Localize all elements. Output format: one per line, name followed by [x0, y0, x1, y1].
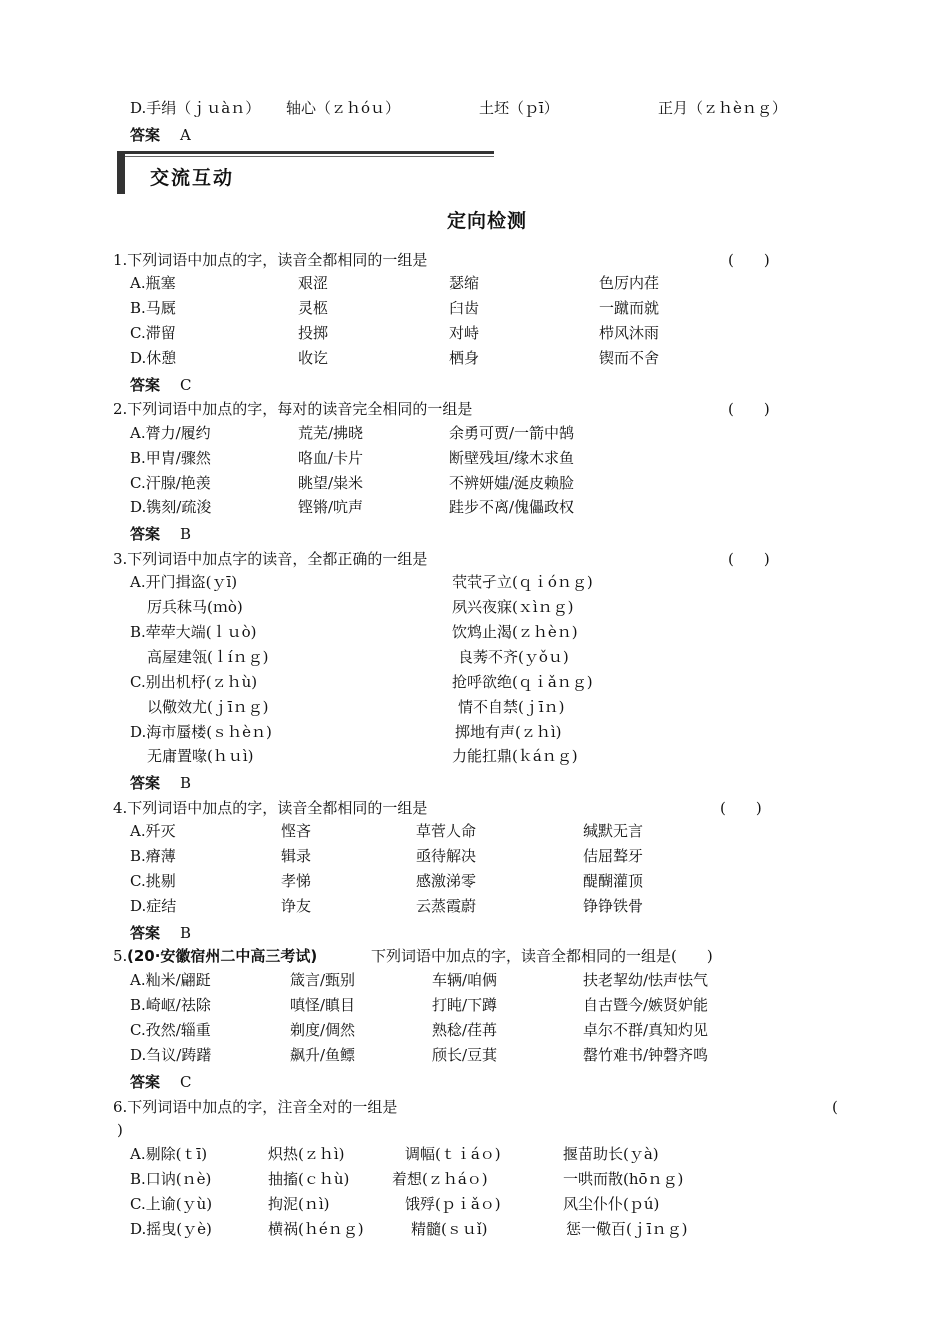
- q1-option: B.马厩: [130, 299, 176, 317]
- q5-answer-value: C: [180, 1073, 192, 1091]
- q5-option: A.籼米/翩跹: [130, 971, 211, 989]
- q6-option: D.摇曳(ｙè): [130, 1220, 212, 1238]
- q6-option: 调幅(ｔｉáｏ): [405, 1145, 501, 1163]
- q6-option: C.上谕(ｙù): [130, 1195, 213, 1213]
- question-2-answer-blank: ( ): [728, 400, 770, 418]
- q3-option: 情不自禁(ｊīｎ): [458, 698, 565, 716]
- q5-option: 卓尔不群/真知灼见: [583, 1021, 709, 1039]
- q3-option: 无庸置喙(ｈｕì): [147, 747, 254, 765]
- q3-option: 抢呼欲绝(ｑｉǎｎｇ): [452, 673, 593, 691]
- q4-option: 诤友: [281, 897, 312, 915]
- section-rule-bottom: [125, 156, 494, 157]
- q1-option: D.休憩: [130, 349, 177, 367]
- q2-option: 荒芜/拂晓: [298, 424, 364, 442]
- q5-option: 打盹/下蹲: [432, 996, 498, 1014]
- q5-option: 剃度/倜然: [290, 1021, 356, 1039]
- q1-option: 臼齿: [449, 299, 480, 317]
- q3-option: 厉兵秣马(ｍò): [147, 598, 243, 616]
- q4-option: 铮铮铁骨: [583, 897, 644, 915]
- q1-option: 一蹴而就: [599, 299, 660, 317]
- q6-option: 饿殍(ｐｉǎｏ): [405, 1195, 501, 1213]
- q6-option: B.口讷(ｎè): [130, 1170, 212, 1188]
- q6-option: 着想(ｚｈáｏ): [392, 1170, 488, 1188]
- q5-option: 扶老挈幼/怯声怯气: [583, 971, 709, 989]
- question-2-stem: 2.下列词语中加点的字，每对的读音完全相同的一组是: [113, 400, 473, 418]
- q4-option: 草菅人命: [416, 822, 477, 840]
- q6-option: 精髓(ｓｕǐ): [411, 1220, 488, 1238]
- q5-option: 箴言/甄别: [290, 971, 356, 989]
- q2-option: D.镌刻/疏浚: [130, 498, 212, 516]
- top-answer-value: A: [180, 126, 191, 144]
- q3-option: 良莠不齐(ｙǒｕ): [458, 648, 569, 666]
- question-4-answer-blank: ( ): [720, 799, 762, 817]
- question-1-answer-blank: ( ): [728, 251, 770, 269]
- q2-answer-label: 答案: [130, 525, 161, 543]
- q1-option: 色厉内荏: [599, 274, 660, 292]
- q4-option: 感激涕零: [416, 872, 477, 890]
- q2-option: 断壁残垣/缘木求鱼: [449, 449, 575, 467]
- q2-option: 余勇可贾/一箭中鹄: [449, 424, 575, 442]
- q1-option: C.滞留: [130, 324, 176, 342]
- q1-answer-label: 答案: [130, 376, 161, 394]
- q6-option: 抽搐(ｃｈù): [268, 1170, 350, 1188]
- q4-option: A.歼灭: [130, 822, 176, 840]
- q5-option: B.崎岖/祛除: [130, 996, 211, 1014]
- q5-option: 罄竹难书/钟磬齐鸣: [583, 1046, 709, 1064]
- question-6-stem: 6.下列词语中加点的字，注音全对的一组是: [113, 1098, 398, 1116]
- question-5-number: 5.: [113, 947, 128, 965]
- q4-option: 辑录: [281, 847, 312, 865]
- q1-option: 栖身: [449, 349, 480, 367]
- q1-answer-value: C: [180, 376, 192, 394]
- q2-option: 咯血/卡片: [298, 449, 364, 467]
- q2-option: 眺望/粜米: [298, 474, 364, 492]
- q6-option: 风尘仆仆(ｐú): [563, 1195, 660, 1213]
- q3-answer-value: B: [180, 774, 192, 792]
- q1-option: 收讫: [298, 349, 329, 367]
- q1-option: 瑟缩: [449, 274, 480, 292]
- top-option-3: 土坯（ｐī）: [479, 99, 559, 117]
- q4-option: 醍醐灌顶: [583, 872, 644, 890]
- q5-option: C.孜然/辎重: [130, 1021, 211, 1039]
- q3-option: 饮鸩止渴(ｚｈèｎ): [452, 623, 578, 641]
- q3-option: 以儆效尤(ｊīｎｇ): [147, 698, 269, 716]
- q4-option: D.症结: [130, 897, 177, 915]
- question-6-paren-open: (: [832, 1098, 838, 1116]
- q6-option: 一哄而散(hōｎｇ): [563, 1170, 684, 1188]
- question-3-answer-blank: ( ): [728, 550, 770, 568]
- q2-option: C.汗腺/艳羡: [130, 474, 211, 492]
- q5-option: 熟稔/荏苒: [432, 1021, 498, 1039]
- question-1-stem: 1.下列词语中加点的字，读音全都相同的一组是: [113, 251, 428, 269]
- q6-option: A.剔除(ｔī): [130, 1145, 208, 1163]
- section-title: 交流互动: [150, 167, 235, 189]
- q4-option: 佶屈聱牙: [583, 847, 644, 865]
- q5-answer-label: 答案: [130, 1073, 161, 1091]
- top-option-1: D.手绢（ｊｕàｎ）: [130, 99, 261, 117]
- q3-option: 力能扛鼎(ｋáｎｇ): [452, 747, 578, 765]
- q4-option: 云蒸霞蔚: [416, 897, 477, 915]
- q3-option: 高屋建瓴(ｌíｎｇ): [147, 648, 269, 666]
- q1-option: 投掷: [298, 324, 329, 342]
- q5-option: 车辆/咱俩: [432, 971, 498, 989]
- q4-answer-value: B: [180, 924, 192, 942]
- q3-option: D.海市蜃楼(ｓｈèｎ): [130, 723, 272, 741]
- page-title: 定向检测: [447, 210, 528, 232]
- q6-option: 横祸(ｈéｎｇ): [268, 1220, 364, 1238]
- top-option-4: 正月（ｚｈèｎｇ）: [658, 99, 787, 117]
- q2-option: B.甲胄/骤然: [130, 449, 211, 467]
- section-bar: [117, 151, 125, 194]
- q5-option: 飙升/鱼鳔: [290, 1046, 356, 1064]
- q2-option: 不辨妍媸/涎皮赖脸: [449, 474, 575, 492]
- q6-option: 拘泥(ｎì): [268, 1195, 330, 1213]
- section-rule-top: [117, 151, 494, 154]
- q4-option: C.挑剔: [130, 872, 176, 890]
- q2-option: A.膂力/履约: [130, 424, 211, 442]
- q4-option: 悭吝: [281, 822, 312, 840]
- question-3-stem: 3.下列词语中加点字的读音，全都正确的一组是: [113, 550, 428, 568]
- q6-option: 惩一儆百(ｊīｎｇ): [566, 1220, 688, 1238]
- question-5-stem: 下列词语中加点的字，读音全都相同的一组是( ): [371, 947, 713, 965]
- top-option-2: 轴心（ｚｈóｕ）: [286, 99, 401, 117]
- q2-option: 铿锵/吭声: [298, 498, 364, 516]
- q5-option: 嗔怪/瞋目: [290, 996, 356, 1014]
- q1-option: 栉风沐雨: [599, 324, 660, 342]
- q6-option: 炽热(ｚｈì): [268, 1145, 345, 1163]
- q5-option: 颀长/豆萁: [432, 1046, 498, 1064]
- q4-option: B.瘠薄: [130, 847, 176, 865]
- q4-answer-label: 答案: [130, 924, 161, 942]
- q3-answer-label: 答案: [130, 774, 161, 792]
- q1-option: 艰涩: [298, 274, 329, 292]
- q4-option: 缄默无言: [583, 822, 644, 840]
- question-6-paren-close: ): [117, 1121, 123, 1139]
- q5-option: D.刍议/踌躇: [130, 1046, 212, 1064]
- q2-answer-value: B: [180, 525, 192, 543]
- q1-option: 灵柩: [298, 299, 329, 317]
- q3-option: B.荦荦大端(ｌｕò): [130, 623, 257, 641]
- q6-option: 揠苗助长(ｙà): [563, 1145, 659, 1163]
- q2-option: 跬步不离/傀儡政权: [449, 498, 575, 516]
- q3-option: 夙兴夜寐(ｘìｎｇ): [452, 598, 574, 616]
- q1-option: 锲而不舍: [599, 349, 660, 367]
- q1-option: A.瓶塞: [130, 274, 176, 292]
- q3-option: C.别出机杼(ｚｈù): [130, 673, 258, 691]
- q3-option: A.开门揖盗(ｙī): [130, 573, 238, 591]
- question-5-source: (20·安徽宿州二中高三考试): [127, 947, 318, 965]
- q3-option: 掷地有声(ｚｈì): [455, 723, 562, 741]
- question-4-stem: 4.下列词语中加点的字，读音全都相同的一组是: [113, 799, 428, 817]
- q4-option: 亟待解决: [416, 847, 477, 865]
- q1-option: 对峙: [449, 324, 480, 342]
- q3-option: 茕茕孑立(ｑｉóｎｇ): [452, 573, 593, 591]
- top-answer-label: 答案: [130, 126, 161, 144]
- q4-option: 孝悌: [281, 872, 312, 890]
- q5-option: 自古暨今/嫉贤妒能: [583, 996, 709, 1014]
